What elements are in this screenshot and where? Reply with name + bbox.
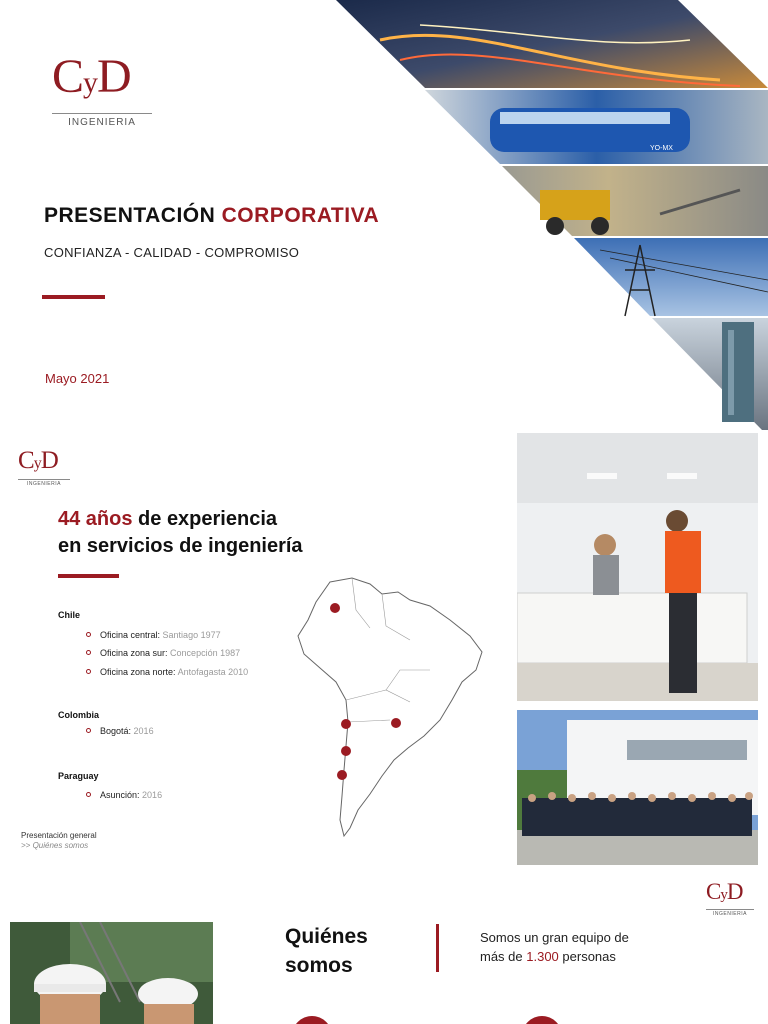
cyd-logo: CyD INGENIERIA bbox=[52, 52, 152, 128]
country-paraguay: Paraguay bbox=[58, 771, 99, 781]
svg-text:YO-MX: YO-MX bbox=[650, 145, 673, 152]
workers-helmets-photo bbox=[10, 922, 213, 1024]
office-item: Asunción: 2016 bbox=[86, 790, 162, 800]
footnote: Presentación general >> Quiénes somos bbox=[21, 831, 97, 850]
south-america-map bbox=[290, 570, 490, 840]
bullet-icon bbox=[86, 632, 91, 637]
who-we-are-heading: Quiénes somos bbox=[285, 925, 368, 977]
experience-heading: 44 años de experiencia en servicios de ingeniería bbox=[58, 508, 303, 557]
decorative-circle bbox=[292, 1016, 332, 1024]
highway-night-photo bbox=[336, 0, 768, 88]
skyscraper-photo bbox=[652, 318, 768, 430]
decorative-circle bbox=[522, 1016, 562, 1024]
slide-who-we-are bbox=[0, 870, 768, 1024]
slide-corporate-cover bbox=[0, 0, 768, 430]
team-group-photo bbox=[517, 710, 758, 865]
presentation-subtitle: CONFIANZA - CALIDAD - COMPROMISO bbox=[44, 245, 300, 260]
office-item: Oficina central: Santiago 1977 bbox=[86, 630, 221, 640]
map-marker-santiago bbox=[341, 746, 351, 756]
country-colombia: Colombia bbox=[58, 710, 100, 720]
map-marker-antofagasta bbox=[341, 719, 351, 729]
country-chile: Chile bbox=[58, 610, 81, 620]
office-item: Oficina zona norte: Antofagasta 2010 bbox=[86, 667, 248, 677]
accent-bar bbox=[58, 574, 119, 578]
bullet-icon bbox=[86, 650, 91, 655]
cyd-logo: CyD INGENIERIA bbox=[706, 880, 754, 917]
slide-experience bbox=[0, 430, 768, 870]
office-reception-photo bbox=[517, 433, 758, 701]
team-size-text: Somos un gran equipo de más de 1.300 personas bbox=[480, 930, 629, 964]
bullet-icon bbox=[86, 669, 91, 674]
office-item: Bogotá: 2016 bbox=[86, 726, 154, 736]
map-marker-asuncion bbox=[391, 718, 401, 728]
accent-bar bbox=[42, 295, 105, 299]
map-marker-concepcion bbox=[337, 770, 347, 780]
bullet-icon bbox=[86, 728, 91, 733]
train-photo bbox=[425, 90, 768, 164]
bullet-icon bbox=[86, 792, 91, 797]
cyd-logo: CyD INGENIERIA bbox=[18, 448, 70, 487]
map-marker-bogota bbox=[330, 603, 340, 613]
power-tower-photo bbox=[574, 238, 768, 316]
presentation-title: PRESENTACIÓN CORPORATIVA bbox=[44, 204, 380, 227]
accent-divider bbox=[436, 924, 439, 972]
office-item: Oficina zona sur: Concepción 1987 bbox=[86, 648, 240, 658]
presentation-date: Mayo 2021 bbox=[45, 371, 110, 386]
mining-truck-photo bbox=[502, 166, 768, 236]
